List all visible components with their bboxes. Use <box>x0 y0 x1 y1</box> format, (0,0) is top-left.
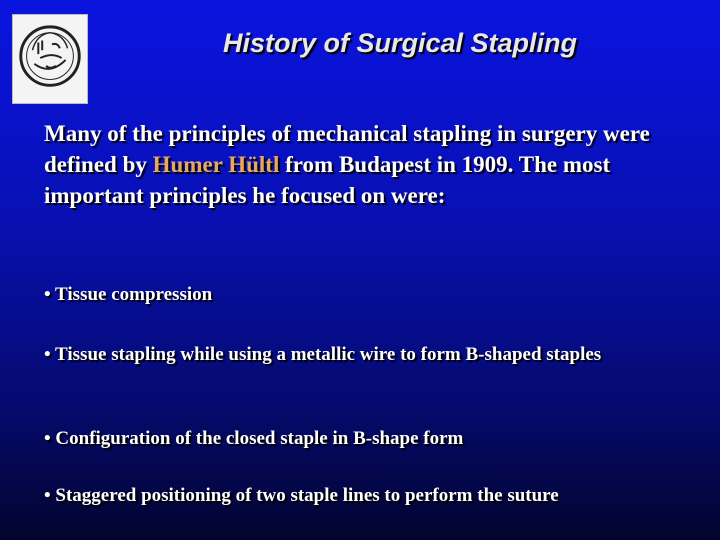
page-title: History of Surgical Stapling <box>222 28 578 58</box>
university-seal-logo <box>12 14 88 104</box>
intro-paragraph <box>44 118 694 211</box>
seal-icon <box>13 15 87 103</box>
highlighted-name: Humer Hültl <box>152 152 280 177</box>
intro-text-before: Many of the principles of mechanical stapling in surgery were defined by <box>44 121 650 177</box>
intro-text-after: from Budapest in 1909. The most important principles he focused on were: <box>44 152 611 208</box>
list-item: • Tissue stapling while using a metallic wire to form B-shaped staples <box>44 344 602 365</box>
list-item: • Staggered positioning of two staple lines to perform the suture <box>44 485 559 506</box>
list-item: • Tissue compression <box>44 284 213 305</box>
list-item: • Configuration of the closed staple in B-shape form <box>44 428 464 449</box>
